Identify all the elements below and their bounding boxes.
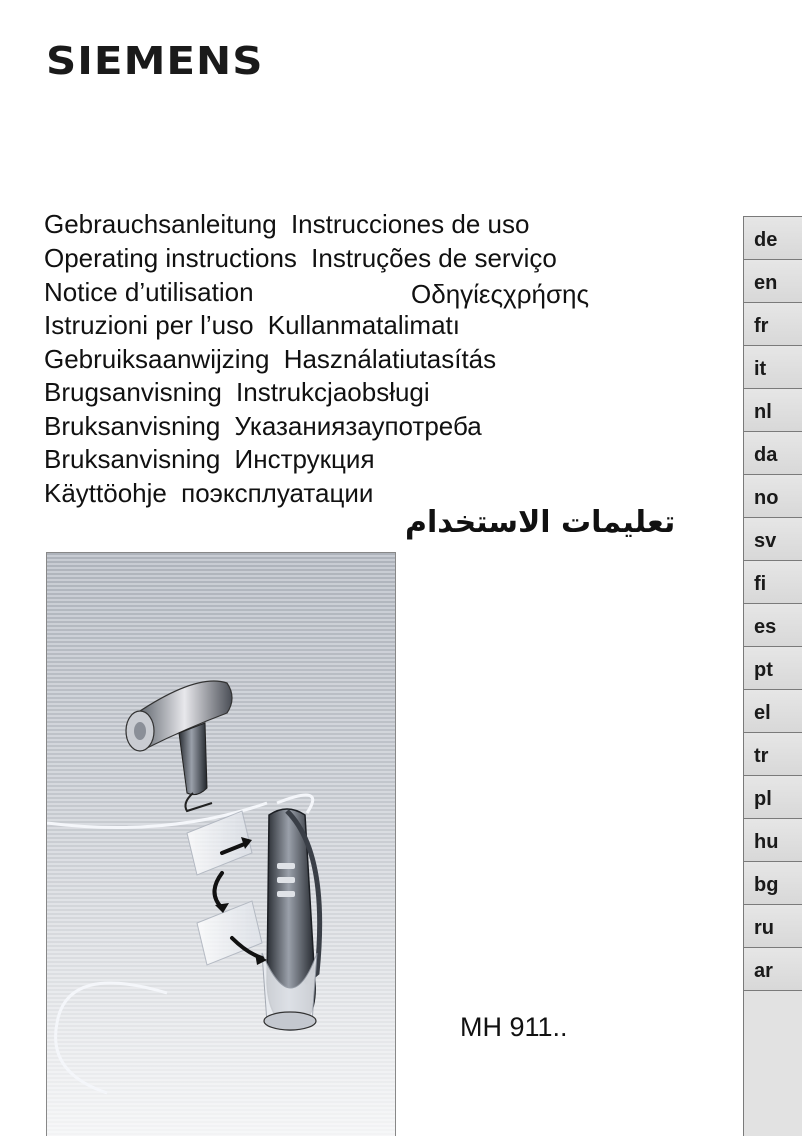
dryer-small-icon bbox=[126, 681, 232, 811]
title-left: Brugsanvisning bbox=[44, 377, 222, 407]
title-right: Указаниязаупотреба bbox=[234, 411, 482, 441]
tab-label: fi bbox=[754, 573, 767, 595]
title-right: Instrucciones de uso bbox=[290, 209, 530, 239]
title-right: Οδηγίεςχρήσης bbox=[411, 279, 589, 309]
tab-label: hu bbox=[754, 831, 779, 853]
arabic-title: تعليمات الاستخدام bbox=[405, 505, 676, 540]
title-line bbox=[44, 208, 529, 241]
tab-tr[interactable] bbox=[744, 732, 802, 775]
brand-logo: SIEMENS bbox=[46, 38, 264, 84]
tab-fr[interactable] bbox=[744, 302, 802, 345]
tab-en[interactable] bbox=[744, 259, 802, 302]
tab-no[interactable] bbox=[744, 474, 802, 517]
tab-label: de bbox=[754, 229, 778, 251]
tab-sv[interactable] bbox=[744, 517, 802, 560]
title-line bbox=[44, 376, 430, 409]
tab-bg[interactable] bbox=[744, 861, 802, 904]
title-left: Gebruiksaanwijzing bbox=[44, 344, 270, 374]
language-tabs bbox=[743, 216, 802, 1136]
model-number: MH 911.. bbox=[460, 1012, 568, 1042]
title-line bbox=[44, 410, 482, 443]
title-right: Kullanmatalimatı bbox=[267, 310, 460, 340]
tab-label: nl bbox=[754, 401, 772, 423]
product-photo bbox=[46, 552, 396, 1136]
title-right: Instruções de serviço bbox=[311, 243, 557, 273]
tab-el[interactable] bbox=[744, 689, 802, 732]
tab-label: el bbox=[754, 702, 771, 724]
tab-label: pl bbox=[754, 788, 772, 810]
tab-label: fr bbox=[754, 315, 769, 337]
tab-fi[interactable] bbox=[744, 560, 802, 603]
title-left: Bruksanvisning bbox=[44, 444, 221, 474]
tab-label: da bbox=[754, 444, 778, 466]
tab-label: sv bbox=[754, 530, 777, 552]
tab-label: it bbox=[754, 358, 767, 380]
tab-hu[interactable] bbox=[744, 818, 802, 861]
title-left: Notice d’utilisation bbox=[44, 277, 254, 307]
title-right: Instrukcjaobsługi bbox=[236, 377, 430, 407]
tab-label: tr bbox=[754, 745, 769, 767]
title-line bbox=[44, 276, 589, 309]
tab-label: pt bbox=[754, 659, 773, 681]
tab-es[interactable] bbox=[744, 603, 802, 646]
tab-nl[interactable] bbox=[744, 388, 802, 431]
title-left: Käyttöohje bbox=[44, 478, 167, 508]
tabs-filler bbox=[744, 990, 802, 1136]
title-line bbox=[44, 343, 496, 376]
tab-label: es bbox=[754, 616, 777, 638]
attachment-ghost-icon bbox=[187, 811, 262, 965]
tab-da[interactable] bbox=[744, 431, 802, 474]
dryer-large-icon bbox=[262, 809, 320, 1031]
title-line bbox=[44, 477, 373, 510]
tab-pl[interactable] bbox=[744, 775, 802, 818]
tab-de[interactable] bbox=[744, 216, 802, 259]
title-right: Használatiutasítás bbox=[283, 344, 497, 374]
tab-label: no bbox=[754, 487, 779, 509]
tab-it[interactable] bbox=[744, 345, 802, 388]
title-line bbox=[44, 309, 460, 342]
tab-ru[interactable] bbox=[744, 904, 802, 947]
title-right: Инструкция bbox=[234, 444, 375, 474]
title-left: Gebrauchsanleitung bbox=[44, 209, 277, 239]
title-left: Istruzioni per l’uso bbox=[44, 310, 254, 340]
title-left: Bruksanvisning bbox=[44, 411, 221, 441]
title-line bbox=[44, 443, 375, 476]
tab-pt[interactable] bbox=[744, 646, 802, 689]
title-right: поэксплуатации bbox=[181, 478, 374, 508]
tab-label: en bbox=[754, 272, 778, 294]
tab-ar[interactable] bbox=[744, 947, 802, 990]
tab-label: ar bbox=[754, 960, 773, 982]
title-left: Operating instructions bbox=[44, 243, 297, 273]
title-line bbox=[44, 242, 557, 275]
tab-label: bg bbox=[754, 874, 779, 896]
tab-label: ru bbox=[754, 917, 774, 939]
hair-dryer-illustration bbox=[47, 553, 396, 1136]
